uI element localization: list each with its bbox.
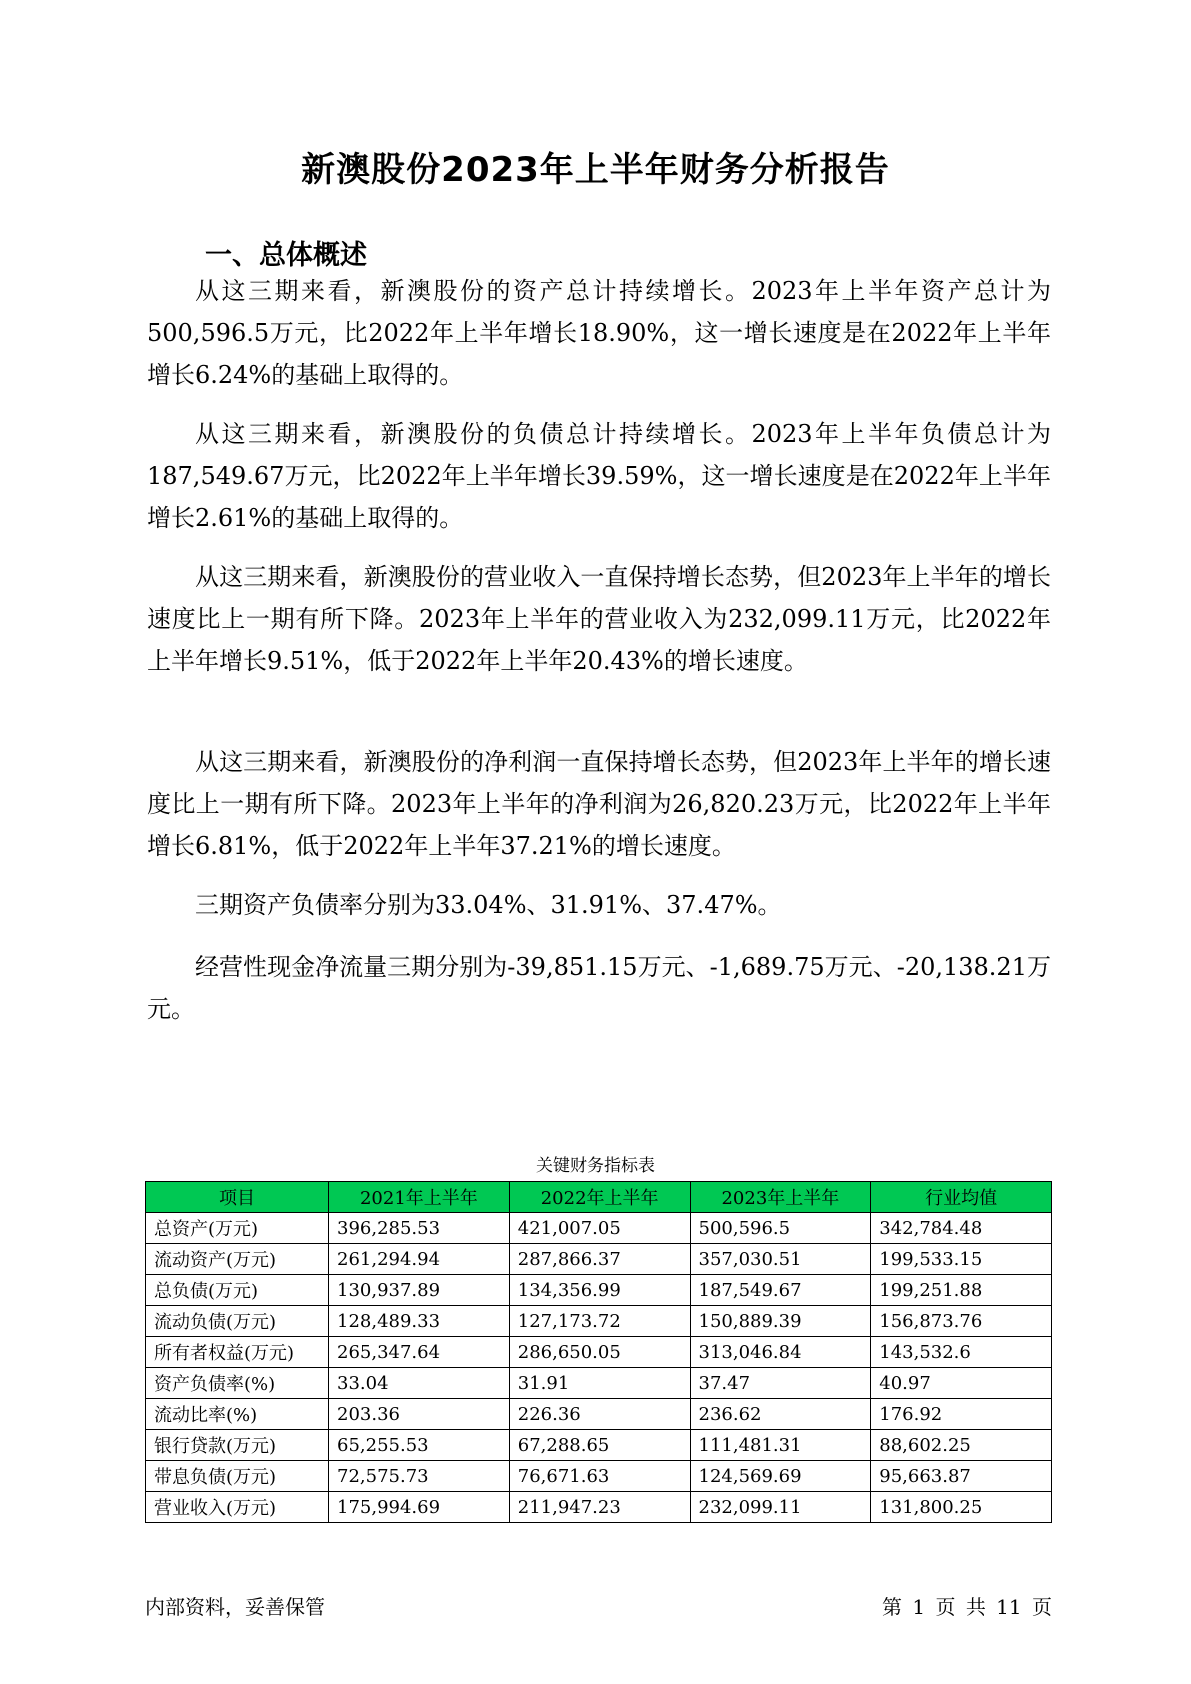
table-row <box>146 1430 1052 1461</box>
row-label-cell: 流动资产(万元) <box>146 1244 329 1275</box>
table-cell: 199,533.15 <box>871 1244 1052 1275</box>
table-caption: 关键财务指标表 <box>536 1156 655 1176</box>
table-cell: 203.36 <box>329 1399 510 1430</box>
table-row <box>146 1461 1052 1492</box>
column-header: 行业均值 <box>871 1182 1052 1213</box>
paragraph-text: 从这三期来看，新澳股份的营业收入一直保持增长态势，但2023年上半年的增长速度比上一期有所下降。2023年上半年的营业收入为232,099.11万元，比2022年上半年增长9.51%，低于2022年上半年20.43%的增长速度。 <box>147 563 1051 675</box>
table-row <box>146 1213 1052 1244</box>
row-label-cell: 资产负债率(%) <box>146 1368 329 1399</box>
footer-confidential-note: 内部资料，妥善保管 <box>145 1595 325 1619</box>
table-cell: 76,671.63 <box>509 1461 690 1492</box>
row-label-cell: 所有者权益(万元) <box>146 1337 329 1368</box>
paragraph-net-profit <box>147 741 1051 867</box>
paragraph-debt-ratio <box>147 884 1051 926</box>
column-header: 2022年上半年 <box>509 1182 690 1213</box>
financial-indicators-table <box>145 1181 1052 1523</box>
table-row <box>146 1399 1052 1430</box>
table-cell: 95,663.87 <box>871 1461 1052 1492</box>
table-row <box>146 1244 1052 1275</box>
table-cell: 421,007.05 <box>509 1213 690 1244</box>
table-cell: 396,285.53 <box>329 1213 510 1244</box>
table-header-row <box>146 1182 1052 1213</box>
row-label-cell: 总资产(万元) <box>146 1213 329 1244</box>
table-row <box>146 1368 1052 1399</box>
table-cell: 33.04 <box>329 1368 510 1399</box>
paragraph-liabilities <box>147 413 1051 539</box>
row-label-cell: 总负债(万元) <box>146 1275 329 1306</box>
paragraph-assets <box>147 270 1051 396</box>
table-cell: 313,046.84 <box>690 1337 871 1368</box>
table-cell: 236.62 <box>690 1399 871 1430</box>
table-cell: 67,288.65 <box>509 1430 690 1461</box>
table-cell: 134,356.99 <box>509 1275 690 1306</box>
table-cell: 40.97 <box>871 1368 1052 1399</box>
table-cell: 130,937.89 <box>329 1275 510 1306</box>
paragraph-revenue <box>147 556 1051 682</box>
table-cell: 124,569.69 <box>690 1461 871 1492</box>
table-cell: 342,784.48 <box>871 1213 1052 1244</box>
table-cell: 286,650.05 <box>509 1337 690 1368</box>
row-label-cell: 流动负债(万元) <box>146 1306 329 1337</box>
paragraph-cash-flow <box>147 946 1051 1030</box>
table-row <box>146 1337 1052 1368</box>
row-label-cell: 银行贷款(万元) <box>146 1430 329 1461</box>
table-cell: 226.36 <box>509 1399 690 1430</box>
table-cell: 211,947.23 <box>509 1492 690 1523</box>
row-label-cell: 带息负债(万元) <box>146 1461 329 1492</box>
table-cell: 150,889.39 <box>690 1306 871 1337</box>
paragraph-text: 三期资产负债率分别为33.04%、31.91%、37.47%。 <box>195 891 782 919</box>
page-title: 新澳股份2023年上半年财务分析报告 <box>301 150 890 190</box>
table-cell: 187,549.67 <box>690 1275 871 1306</box>
table-row <box>146 1275 1052 1306</box>
table-cell: 111,481.31 <box>690 1430 871 1461</box>
table-cell: 72,575.73 <box>329 1461 510 1492</box>
table-cell: 265,347.64 <box>329 1337 510 1368</box>
column-header: 2023年上半年 <box>690 1182 871 1213</box>
table-cell: 65,255.53 <box>329 1430 510 1461</box>
table-cell: 37.47 <box>690 1368 871 1399</box>
table-cell: 31.91 <box>509 1368 690 1399</box>
table-cell: 156,873.76 <box>871 1306 1052 1337</box>
footer-page-number: 第 1 页 共 11 页 <box>882 1595 1052 1619</box>
table-cell: 175,994.69 <box>329 1492 510 1523</box>
table-cell: 128,489.33 <box>329 1306 510 1337</box>
paragraph-text: 从这三期来看，新澳股份的负债总计持续增长。2023年上半年负债总计为187,549.67万元，比2022年上半年增长39.59%，这一增长速度是在2022年上半年增长2.61%的基础上取得的。 <box>147 420 1051 532</box>
table-cell: 261,294.94 <box>329 1244 510 1275</box>
row-label-cell: 流动比率(%) <box>146 1399 329 1430</box>
column-header: 项目 <box>146 1182 329 1213</box>
table-body <box>146 1213 1052 1523</box>
table-cell: 500,596.5 <box>690 1213 871 1244</box>
table-cell: 287,866.37 <box>509 1244 690 1275</box>
table-cell: 176.92 <box>871 1399 1052 1430</box>
paragraph-text: 从这三期来看，新澳股份的资产总计持续增长。2023年上半年资产总计为500,596.5万元，比2022年上半年增长18.90%，这一增长速度是在2022年上半年增长6.24%的基础上取得的。 <box>147 277 1051 389</box>
paragraph-text: 从这三期来看，新澳股份的净利润一直保持增长态势，但2023年上半年的增长速度比上一期有所下降。2023年上半年的净利润为26,820.23万元，比2022年上半年增长6.81%，低于2022年上半年37.21%的增长速度。 <box>147 748 1051 860</box>
table-row <box>146 1492 1052 1523</box>
table-cell: 127,173.72 <box>509 1306 690 1337</box>
column-header: 2021年上半年 <box>329 1182 510 1213</box>
table-row <box>146 1306 1052 1337</box>
table-cell: 357,030.51 <box>690 1244 871 1275</box>
table-cell: 199,251.88 <box>871 1275 1052 1306</box>
row-label-cell: 营业收入(万元) <box>146 1492 329 1523</box>
table-cell: 143,532.6 <box>871 1337 1052 1368</box>
paragraph-text: 经营性现金净流量三期分别为-39,851.15万元、-1,689.75万元、-20,138.21万元。 <box>147 953 1051 1023</box>
section-heading: 一、总体概述 <box>205 240 367 271</box>
table-cell: 131,800.25 <box>871 1492 1052 1523</box>
table-cell: 88,602.25 <box>871 1430 1052 1461</box>
table-cell: 232,099.11 <box>690 1492 871 1523</box>
